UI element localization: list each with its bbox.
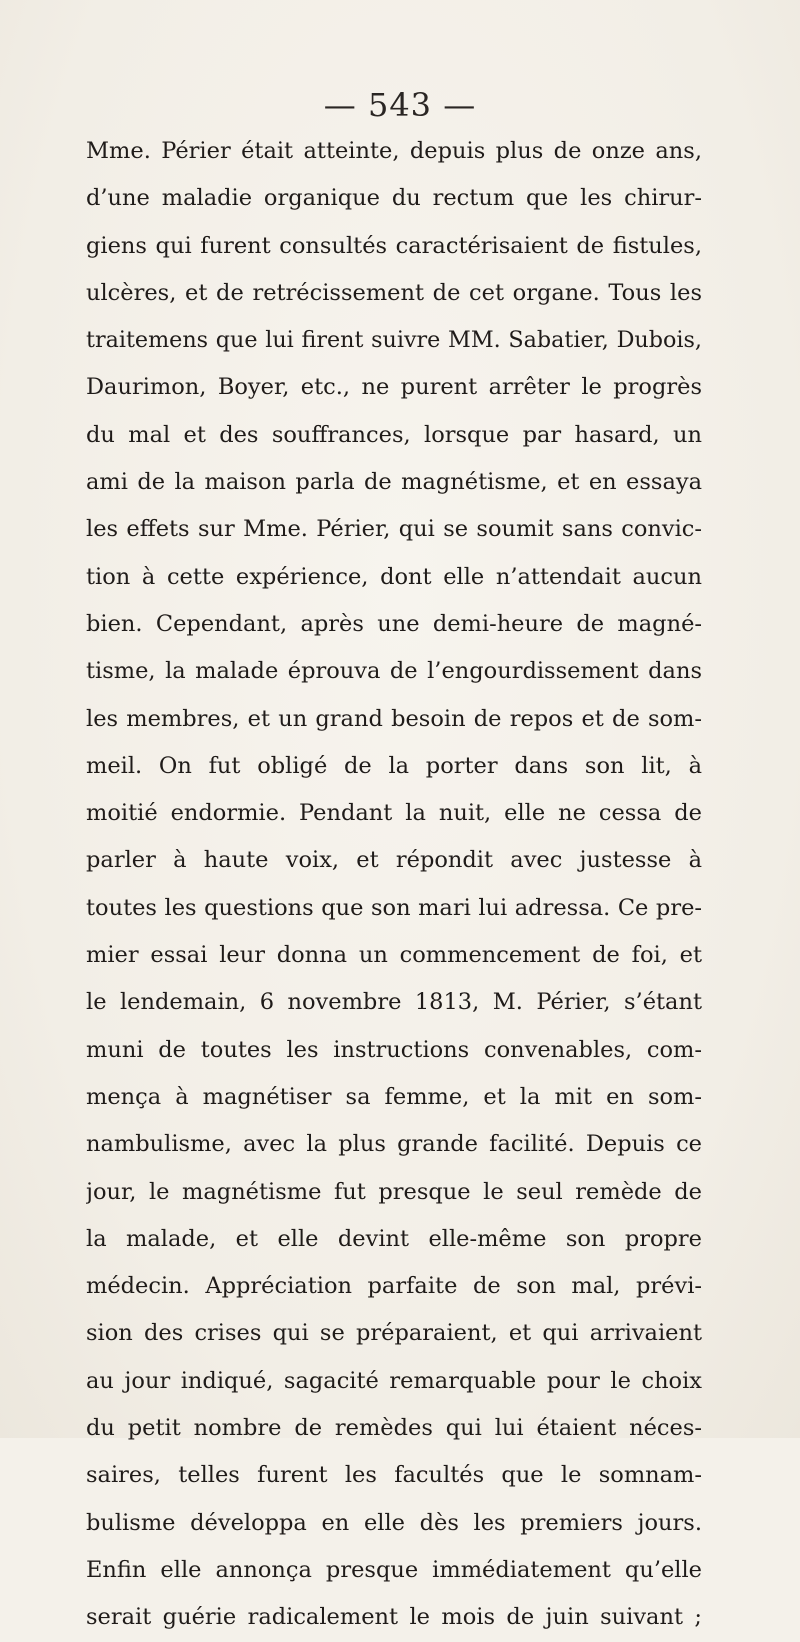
body-text [86, 128, 702, 1642]
text-line: meil. On fut obligé de la porter dans son lit, à [86, 752, 702, 779]
text-line: nambulisme, avec la plus grande facilité. Depuis ce [86, 1131, 702, 1158]
text-line: Mme. Périer était atteinte, depuis plus de onze ans, [86, 138, 702, 164]
text-line: le lendemain, 6 novembre 1813, M. Périer, s’étant [86, 989, 702, 1016]
text-line: bien. Cependant, après une demi-heure de magné- [86, 610, 702, 637]
text-line: serait guérie radicalement le mois de juin suivant ; [86, 1604, 702, 1631]
text-line: traitemens que lui firent suivre MM. Sabatier, Dubois, [86, 327, 702, 354]
text-line: la malade, et elle devint elle-même son propre [86, 1225, 702, 1252]
text-line: les membres, et un grand besoin de repos et de som- [86, 705, 702, 732]
text-line: du mal et des souffrances, lorsque par hasard, un [86, 421, 702, 448]
text-line: médecin. Appréciation parfaite de son mal, prévi- [86, 1273, 702, 1300]
text-line: tion à cette expérience, dont elle n’attendait aucun [86, 563, 702, 590]
text-line: d’une maladie organique du rectum que les chirur- [86, 185, 702, 212]
text-line: moitié endormie. Pendant la nuit, elle ne cessa de [86, 800, 702, 827]
text-line: du petit nombre de remèdes qui lui étaient néces- [86, 1415, 702, 1442]
text-line: muni de toutes les instructions convenables, com- [86, 1036, 702, 1063]
text-line: Enfin elle annonça presque immédiatement qu’elle [86, 1556, 702, 1583]
text-line: mença à magnétiser sa femme, et la mit en som- [86, 1083, 702, 1110]
text-line: giens qui furent consultés caractérisaient de fistules, [86, 232, 702, 259]
text-line: jour, le magnétisme fut presque le seul remède de [86, 1178, 702, 1205]
text-line: Daurimon, Boyer, etc., ne purent arrêter le progrès [86, 374, 702, 401]
text-line: parler à haute voix, et répondit avec justesse à [86, 847, 702, 874]
text-line: ami de la maison parla de magnétisme, et en essaya [86, 469, 702, 496]
text-line: tisme, la malade éprouva de l’engourdissement dans [86, 658, 702, 685]
page-number: — 543 — [323, 86, 477, 124]
text-line: au jour indiqué, sagacité remarquable pour le choix [86, 1367, 702, 1394]
text-line: les effets sur Mme. Périer, qui se soumit sans convic- [86, 516, 702, 543]
text-line: ulcères, et de retrécissement de cet organe. Tous les [86, 279, 702, 306]
text-line: toutes les questions que son mari lui adressa. Ce pre- [86, 894, 702, 921]
text-line: bulisme développa en elle dès les premiers jours. [86, 1509, 702, 1536]
text-line: sion des crises qui se préparaient, et qui arrivaient [86, 1320, 702, 1347]
text-line: mier essai leur donna un commencement de foi, et [86, 942, 702, 969]
text-line: saires, telles furent les facultés que le somnam- [86, 1462, 702, 1489]
